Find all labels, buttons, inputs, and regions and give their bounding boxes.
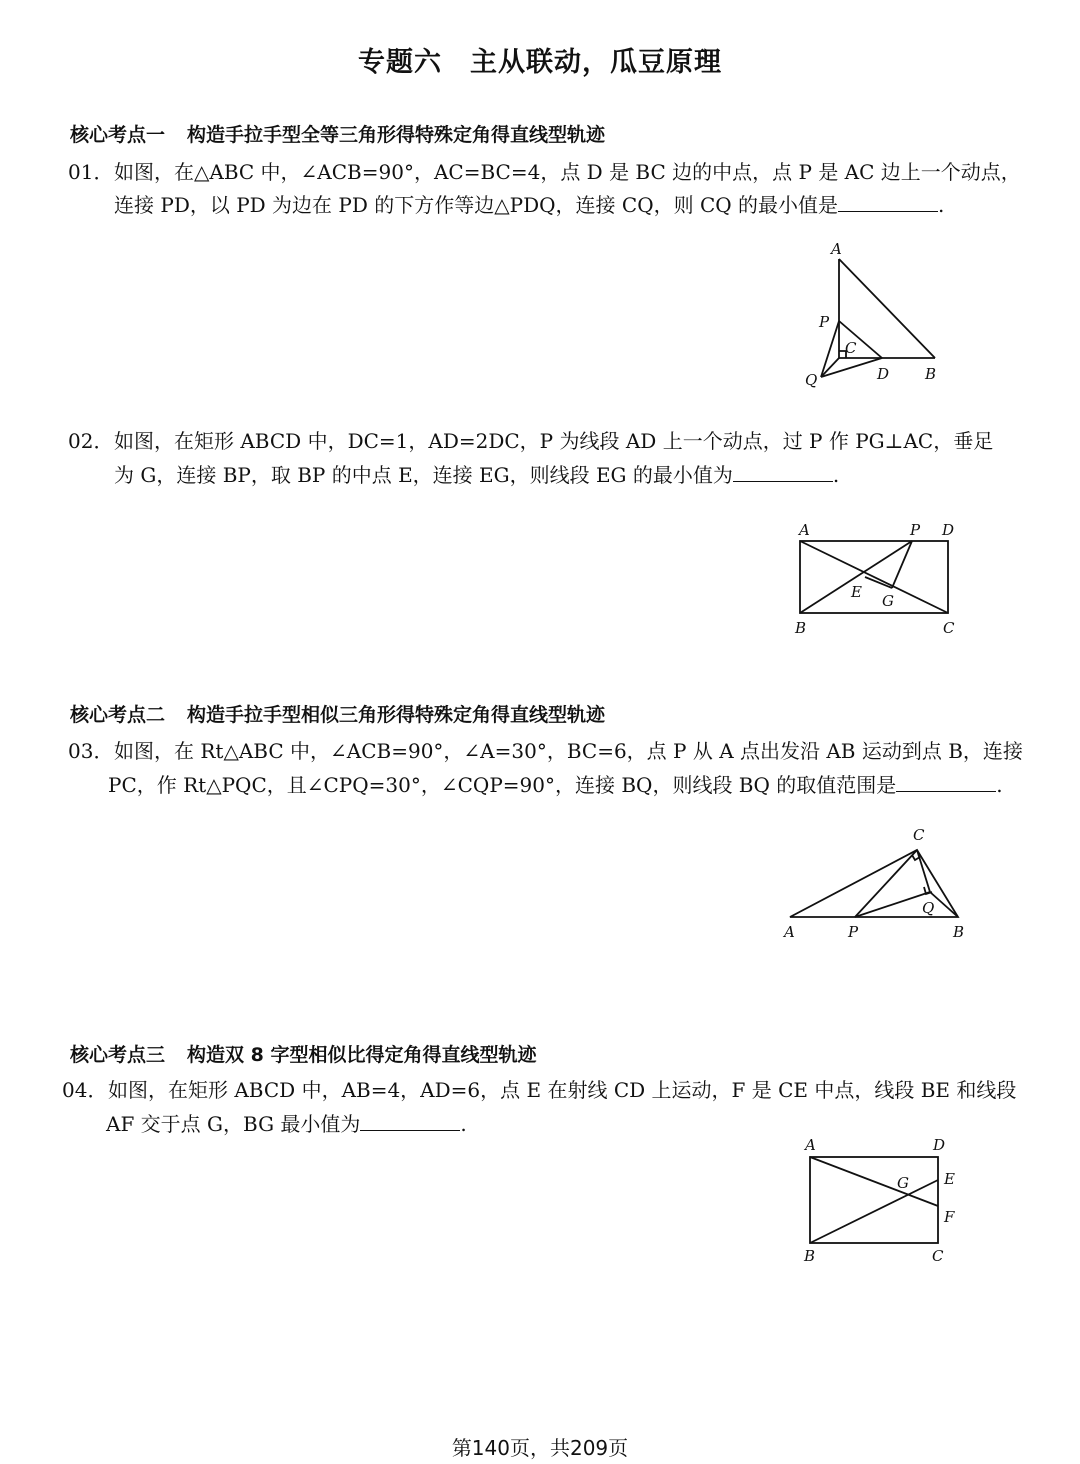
section-heading-3 bbox=[70, 1040, 536, 1067]
figure-02 bbox=[785, 515, 975, 645]
problem-02-line-2 bbox=[114, 455, 839, 495]
section-head: 核心考点二 bbox=[70, 704, 166, 726]
problem-number: 03． bbox=[68, 739, 114, 763]
section-text: 构造双 8 字型相似比得定角得直线型轨迹 bbox=[187, 1044, 537, 1066]
label-P: P bbox=[848, 923, 859, 941]
section-head: 核心考点三 bbox=[70, 1044, 166, 1066]
label-A: A bbox=[805, 1136, 816, 1154]
answer-blank[interactable] bbox=[896, 771, 996, 792]
figure-03 bbox=[775, 825, 975, 945]
label-C: C bbox=[913, 826, 925, 844]
label-E: E bbox=[851, 583, 862, 601]
period: . bbox=[460, 1112, 467, 1136]
problem-03-line-2 bbox=[108, 765, 1003, 805]
label-C: C bbox=[932, 1247, 944, 1265]
label-B: B bbox=[925, 365, 937, 383]
label-A: A bbox=[799, 521, 810, 539]
label-E: E bbox=[944, 1170, 955, 1188]
section-text: 构造手拉手型全等三角形得特殊定角得直线型轨迹 bbox=[187, 124, 606, 146]
problem-text: PC，作 Rt△PQC，且∠CPQ=30°，∠CQP=90°，连接 BQ，则线段 BQ 的取值范围是 bbox=[108, 773, 897, 797]
answer-blank[interactable] bbox=[733, 461, 833, 482]
problem-text: 如图，在矩形 ABCD 中，DC=1，AD=2DC，P 为线段 AD 上一个动点，过 P 作 PG⊥AC，垂足 bbox=[114, 429, 994, 453]
problem-01-line-2 bbox=[114, 185, 944, 225]
problem-text: 连接 PD，以 PD 为边在 PD 的下方作等边△PDQ，连接 CQ，则 CQ 的最小值是 bbox=[114, 193, 839, 217]
label-G: G bbox=[897, 1174, 909, 1192]
problem-04-line-2 bbox=[106, 1104, 467, 1144]
answer-blank[interactable] bbox=[360, 1110, 460, 1131]
figure-04 bbox=[795, 1130, 975, 1270]
problem-text: AF 交于点 G，BG 最小值为 bbox=[106, 1112, 361, 1136]
section-head: 核心考点一 bbox=[70, 124, 166, 146]
problem-number: 01． bbox=[68, 160, 114, 184]
label-B: B bbox=[804, 1247, 816, 1265]
label-B: B bbox=[953, 923, 965, 941]
page-title: 专题六 主从联动，瓜豆原理 bbox=[358, 47, 722, 78]
label-P: P bbox=[910, 521, 921, 539]
label-G: G bbox=[882, 592, 894, 610]
label-A: A bbox=[784, 923, 795, 941]
problem-text: 如图，在△ABC 中，∠ACB=90°，AC=BC=4，点 D 是 BC 边的中点，点 P 是 AC 边上一个动点， bbox=[114, 160, 1021, 184]
label-F: F bbox=[944, 1208, 955, 1226]
problem-text: 如图，在矩形 ABCD 中，AB=4，AD=6，点 E 在射线 CD 上运动，F 是 CE 中点，线段 BE 和线段 bbox=[108, 1078, 1017, 1102]
label-D: D bbox=[933, 1136, 946, 1154]
page-footer: 第140页，共209页 bbox=[451, 1436, 629, 1460]
label-A: A bbox=[831, 240, 842, 258]
period: . bbox=[832, 463, 840, 487]
label-B: B bbox=[795, 619, 807, 637]
label-C: C bbox=[845, 339, 857, 357]
label-D: D bbox=[877, 365, 890, 383]
problem-number: 04． bbox=[62, 1078, 108, 1102]
problem-number: 02． bbox=[68, 429, 114, 453]
period: . bbox=[938, 193, 945, 217]
label-P: P bbox=[819, 313, 830, 331]
label-D: D bbox=[942, 521, 955, 539]
section-text: 构造手拉手型相似三角形得特殊定角得直线型轨迹 bbox=[187, 704, 606, 726]
section-heading-2 bbox=[70, 700, 605, 727]
label-C: C bbox=[943, 619, 955, 637]
answer-blank[interactable] bbox=[838, 191, 938, 212]
problem-text: 如图，在 Rt△ABC 中，∠ACB=90°，∠A=30°，BC=6，点 P 从 A 点出发沿 AB 运动到点 B，连接 bbox=[114, 739, 1023, 763]
period: . bbox=[996, 773, 1003, 797]
section-heading-1 bbox=[70, 120, 605, 147]
label-Q: Q bbox=[922, 899, 935, 917]
figure-01 bbox=[795, 235, 955, 395]
label-Q: Q bbox=[805, 371, 818, 389]
problem-text: 为 G，连接 BP，取 BP 的中点 E，连接 EG，则线段 EG 的最小值为 bbox=[114, 463, 733, 487]
